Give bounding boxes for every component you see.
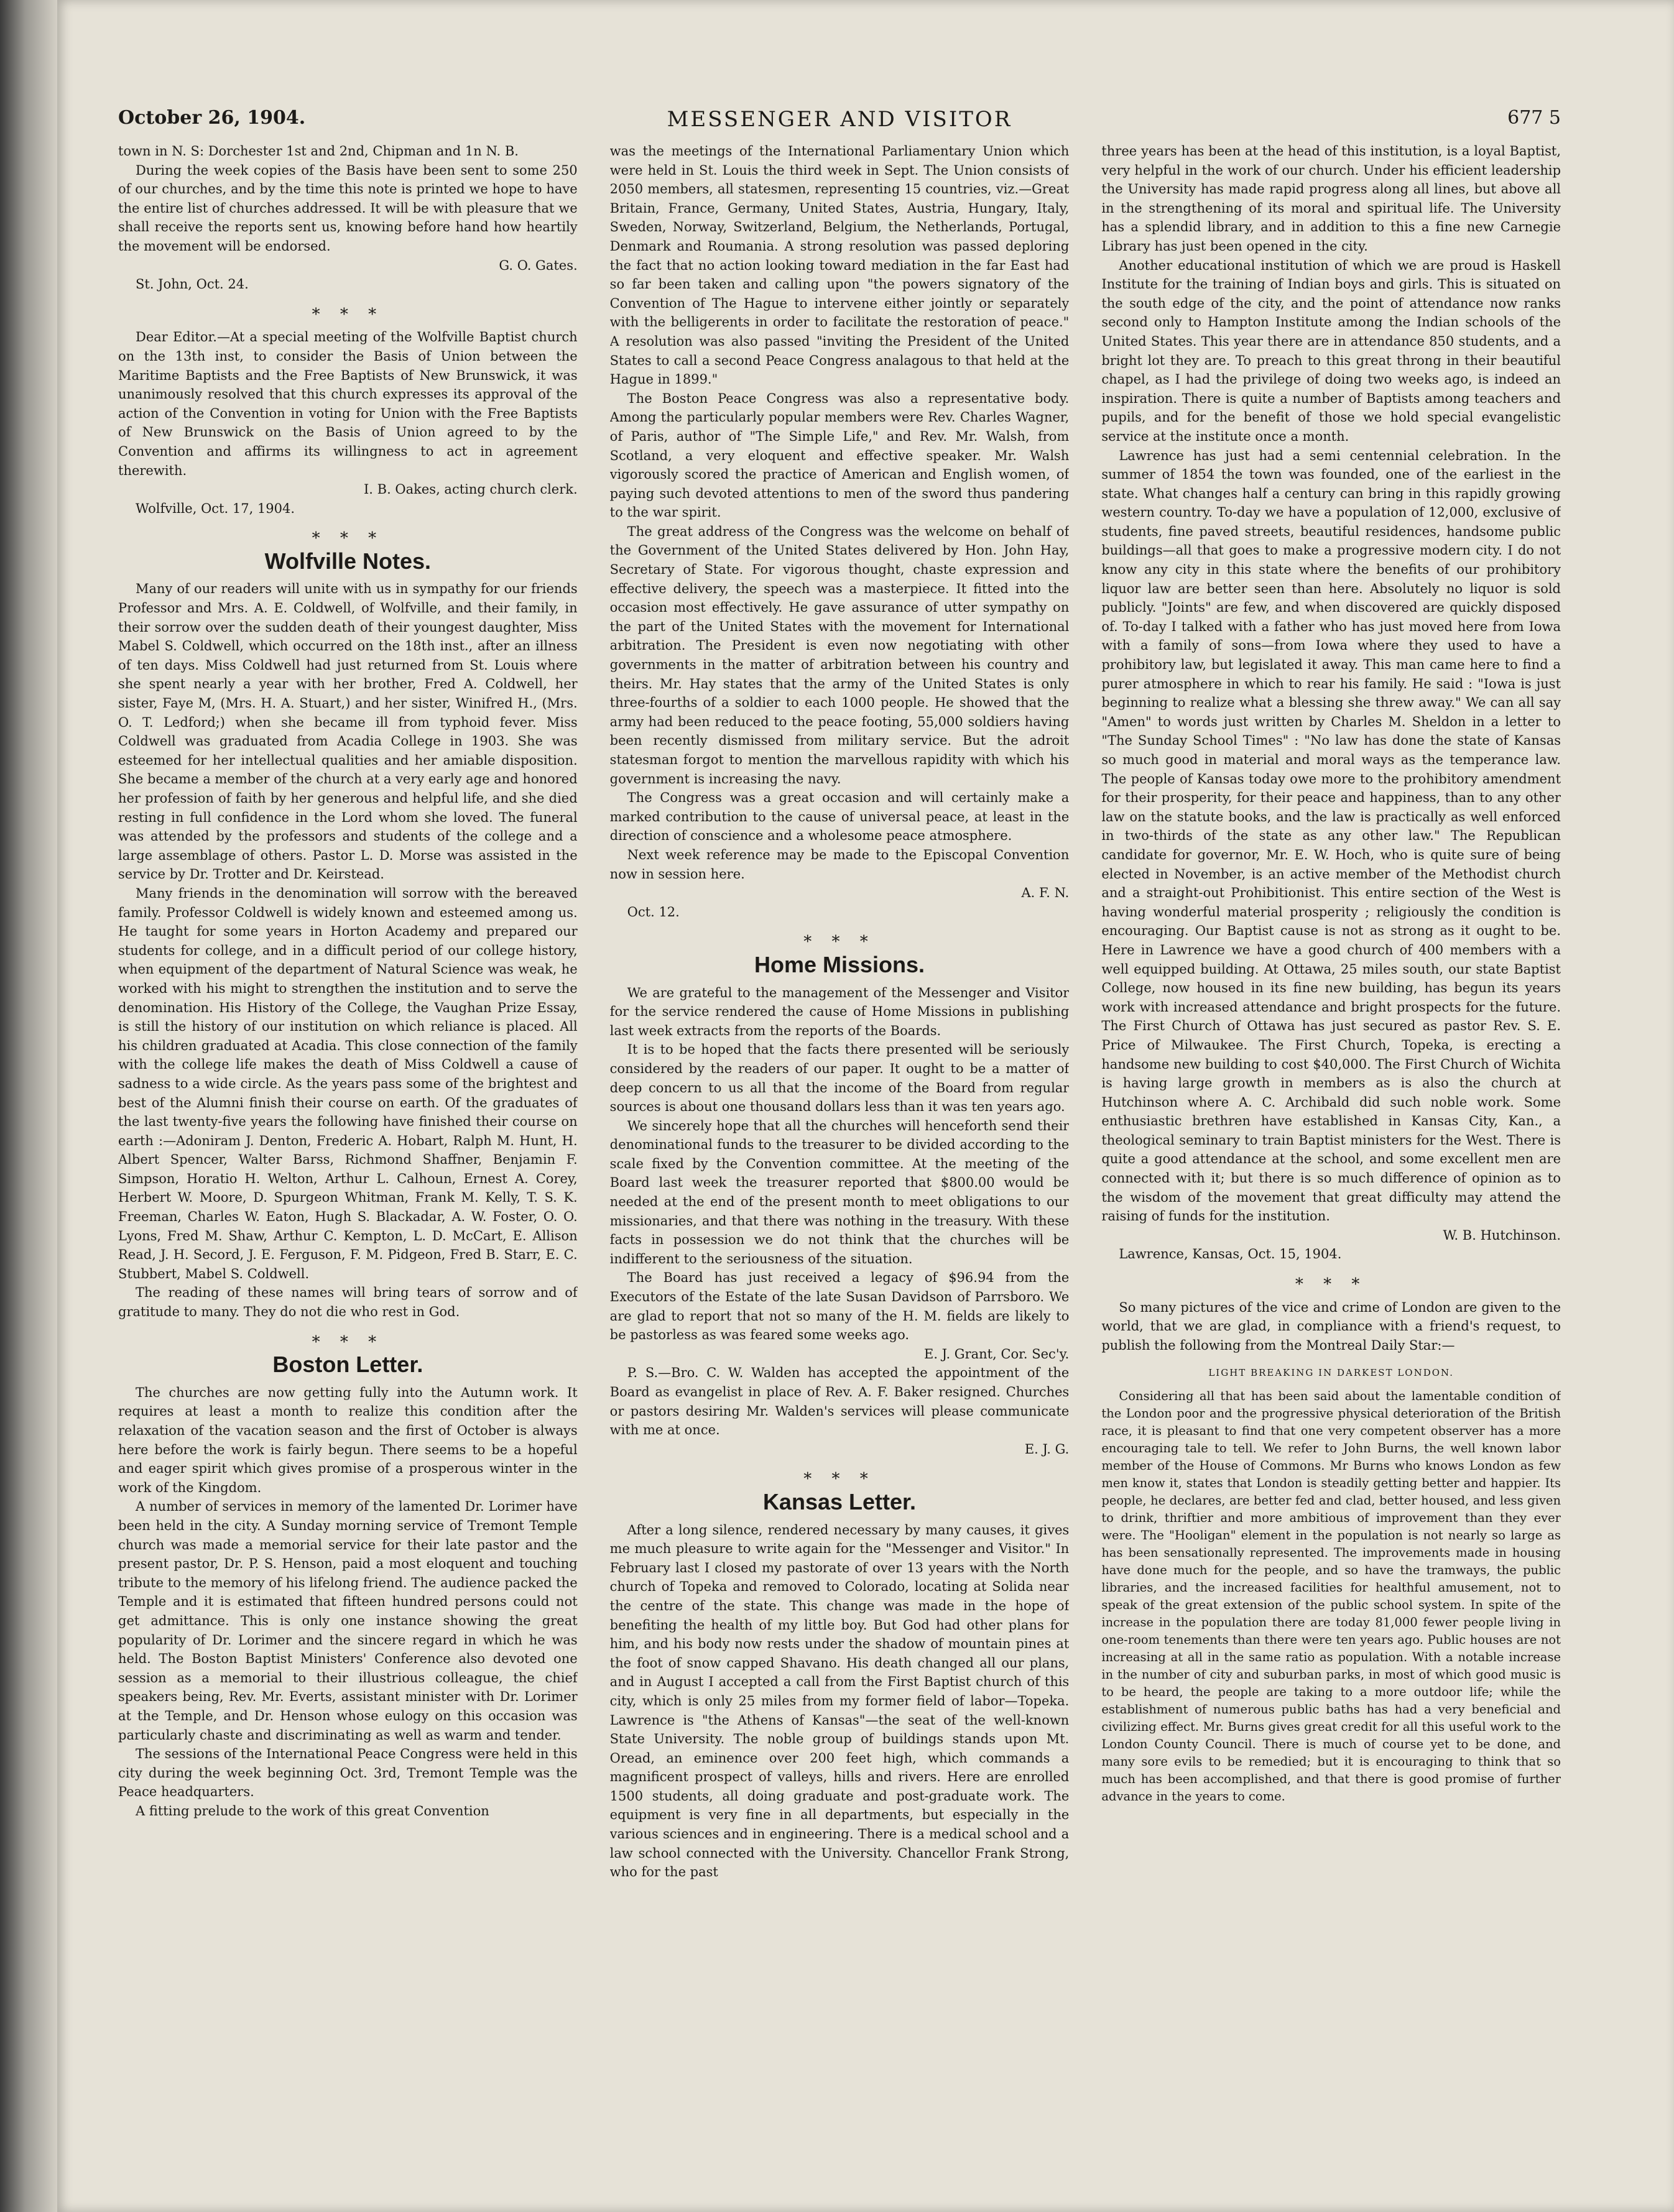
article-subheading: LIGHT BREAKING IN DARKEST LONDON.	[1208, 1367, 1454, 1379]
paragraph: three years has been at the head of this institution, is a loyal Baptist, very helpful in the work of our church. Under his efficient leadership the University has made rapid progress along all lines, but above all in the strengthening of its moral and spiritual life. The University has a splendid library, and in addition to this a fine new Carnegie Library has just been opened in the city.	[1101, 144, 1561, 254]
section-divider: * * *	[312, 305, 384, 324]
article-heading: Kansas Letter.	[762, 1488, 917, 1514]
article-heading: Home Missions.	[754, 951, 925, 977]
paragraph: Another educational institution of which we are proud is Haskell Institute for the training of Indian boys and girls. This is situated on the south edge of the city, and the point of attendance now ranks second only to Hampton Institute among the Indian schools of the United States. This year there are in attendance 850 students, and a bright lot they are. To preach to this great throng in their beautiful chapel, as I had the privilege of doing two weeks ago, is indeed an inspiration. There is quite a number of Baptists among teachers and pupils, and for the benefit of those we hold special evangelistic service at the institute once a month.	[1101, 257, 1561, 444]
paragraph: It is to be hoped that the facts there presented will be seriously considered by the readers of our paper. It ought to be a matter of deep concern to us all that the income of the Board from regular sources is about one thousand dollars less than it was ten years ago.	[609, 1042, 1070, 1115]
signature: I. B. Oakes, acting church clerk.	[363, 482, 578, 497]
paragraph: We are grateful to the management of the Messenger and Visitor for the service rendered the cause of Home Missions in publishing last week extracts from the reports of the Boards.	[609, 985, 1070, 1038]
paragraph: The sessions of the International Peace Congress were held in this city during the week beginning Oct. 3rd, Tremont Temple was the Peace headquarters.	[118, 1746, 578, 1800]
section-divider: * * *	[312, 529, 384, 548]
paragraph: The reading of these names will bring tears of sorrow and of gratitude to many. They do not die who rest in God.	[118, 1285, 578, 1320]
paragraph: P. S.—Bro. C. W. Walden has accepted the appointment of the Board as evangelist in place of Rev. A. F. Baker resigned. Churches or pastors desiring Mr. Walden's services will please communicate with me at once.	[609, 1365, 1070, 1438]
article-columns	[118, 142, 1561, 2193]
section-divider: * * *	[1295, 1275, 1367, 1294]
dateline: Lawrence, Kansas, Oct. 15, 1904.	[1119, 1247, 1342, 1262]
signature: E. J. G.	[1024, 1441, 1070, 1457]
paragraph: Next week reference may be made to the Episcopal Convention now in session here.	[609, 847, 1070, 882]
dateline: St. John, Oct. 24.	[136, 277, 249, 292]
dateline: Wolfville, Oct. 17, 1904.	[136, 500, 295, 516]
section-divider: * * *	[803, 933, 876, 952]
signature: E. J. Grant, Cor. Sec'y.	[923, 1346, 1070, 1362]
paragraph: The Congress was a great occasion and will certainly make a marked contribution to the cause of universal peace, at least in the direction of conscience and a wholesome peace atmosphere.	[609, 790, 1070, 844]
paragraph: The Boston Peace Congress was also a representative body. Among the particularly popular members were Rev. Charles Wagner, of Paris, author of "The Simple Life," and Rev. Mr. Walsh, from Scotland, a very eloquent and effective speaker. Mr. Walsh vigorously scored the practice of American and English women, of paying such devoted attentions to men of the sword thus pandering to the war spirit.	[609, 390, 1070, 520]
paragraph: We sincerely hope that all the churches will henceforth send their denominational funds to the treasurer to be divided according to the scale fixed by the Convention committee. At the meeting of the Board last week the treasurer reported that $800.00 would be needed at the end of the present month to meet obligations to our missionaries, and that there was nothing in the treasury. With these facts in possession we do not think that the churches will be indifferent to the seriousness of the situation.	[609, 1118, 1070, 1266]
signature: G. O. Gates.	[499, 257, 578, 273]
paragraph: The churches are now getting fully into the Autumn work. It requires at least a month to realize this condition after the relaxation of the vacation season and the first of October is always here before the work is fairly begun. There seems to be a hopeful and eager spirit which gives promise of a prosperous winter in the work of the Kingdom.	[118, 1385, 578, 1495]
paragraph: A number of services in memory of the lamented Dr. Lorimer have been held in the city. A Sunday morning service of Tremont Temple church was made a memorial service for their late pastor and the present pastor, Dr. P. S. Henson, paid a most eloquent and touching tribute to the memory of his lifelong friend. The audience packed the Temple and it is estimated that fifteen hundred persons could not get admittance. This is only one instance showing the great popularity of Dr. Lorimer and the sincere regard in which he was held. The Boston Baptist Ministers' Conference also devoted one session as a memorial to their illustrious colleague, the chief speakers being, Rev. Mr. Everts, assistant minister with Dr. Lorimer at the Temple, and Dr. Henson whose eulogy on this occasion was particularly chaste and discriminating as well as warm and tender.	[118, 1499, 578, 1743]
paragraph: After a long silence, rendered necessary by many causes, it gives me much pleasure to write again for the "Messenger and Visitor." In February last I closed my pastorate of over 13 years with the North church of Topeka and removed to Colorado, locating at Solida near the centre of the state. This change was made in the hope of benefiting the health of my little boy. But God had other plans for him, and his body now rests under the shadow of mountain pines at the foot of snow capped Shavano. His death changed all our plans, and in August I accepted a call from the First Baptist church of this city, which is only 25 miles from my former field of labor—Topeka. Lawrence is "the Athens of Kansas"—the seat of the well-known State University. The noble group of buildings stands upon Mt. Oread, an eminence over 200 feet high, which commands a magnificent prospect of valleys, hills and rivers. Here are enrolled 1500 students, all doing graduate and post-graduate work. The equipment is very fine in all departments, but especially in the various sciences and in engineering. There is a medical school and a law school connected with the University. Chancellor Frank Strong, who for the past	[609, 1522, 1070, 1880]
article-heading: Boston Letter.	[272, 1352, 423, 1378]
column-3	[1101, 142, 1561, 2193]
paragraph: Many of our readers will unite with us in sympathy for our friends Professor and Mrs. A. E. Coldwell, of Wolfville, and their family, in their sorrow over the sudden death of their youngest daughter, Miss Mabel S. Coldwell, which occurred on the 18th inst., after an illness of ten days. Miss Coldwell had just returned from St. Louis where she spent nearly a year with her brother, Fred A. Coldwell, her sister, Faye M, (Mrs. H. A. Stuart,) and her sister, Winifred H., (Mrs. O. T. Ledford;) when she became ill from typhoid fever. Miss Coldwell was graduated from Acadia College in 1903. She was esteemed for her intellectual qualities and her amiable disposition. She became a member of the church at a very early age and honored her profession of faith by her generous and helpful life, and she died resting in full confidence in the Lord whom she loved. The funeral was attended by the professors and students of the college and a large assemblage of others. Pastor L. D. Morse was assisted in the service by Dr. Trotter and Dr. Keirstead.	[118, 581, 578, 882]
paragraph: A fitting prelude to the work of this great Convention	[136, 1803, 489, 1818]
paragraph: Considering all that has been said about the lamentable condition of the London poor and the progressive physical deterioration of the British race, it is pleasant to find that one very competent observer has a more encouraging tale to tell. We refer to John Burns, the well known labor member of the House of Commons. Mr Burns who knows London as few men know it, states that London is steadily getting better and happier. Its people, he declares, are better fed and clad, better housed, and less given to drink, thriftier and more ambitious of improvement than they ever were. The "Hooligan" element in the population is not nearly so large as has been sensationally represented. The improvements made in housing have done much for the people, and so have the tramways, the public libraries, and the increased facilities for healthful amusement, not to speak of the great extension of the public school system. In spite of the increase in the population there are today 81,000 fewer people living in one-room tenements than there were ten years ago. Public houses are not increasing at all in the same ratio as population. With a notable increase in the number of city and suburban parks, in most of which good music is to be heard, the people are taking to a more outdoor life; while the establishment of numerous public baths has had a very beneficial and civilizing effect. Mr. Burns gives great credit for all this useful work to the London County Council. There is much of course yet to be done, and many sore evils to be remedied; but it is encouraging to think that so much has been accomplished, and that there is good promise of further advance in the years to come.	[1101, 1389, 1561, 1804]
page-number: 677 5	[1507, 107, 1561, 129]
scan-left-edge	[0, 0, 57, 2212]
section-divider: * * *	[312, 1332, 384, 1352]
masthead: MESSENGER AND VISITOR	[667, 107, 1012, 132]
issue-date: October 26, 1904.	[118, 107, 306, 129]
paragraph: town in N. S: Dorchester 1st and 2nd, Chipman and 1n N. B.	[118, 144, 519, 159]
paragraph: Lawrence has just had a semi centennial celebration. In the summer of 1854 the town was founded, one of the earliest in the state. What changes half a century can bring in this rapidly growing western country. To-day we have a population of 12,000, exclusive of students, fine paved streets, beautiful residences, handsome public buildings—all that goes to make a progressive modern city. I do not know any city in this state where the benefits of our prohibitory liquor law are better seen than here. Absolutely no liquor is sold publicly. "Joints" are few, and when discovered are quickly disposed of. To-day I talked with a father who has just moved here from Iowa with a family of sons—from Iowa where they used to have a prohibitory law, but legislated it away. This man came here to find a purer atmosphere in which to rear his family. He said : "Iowa is just beginning to realize what a blessing she threw away." We can all say "Amen" to words just written by Charles M. Sheldon in a letter to "The Sunday School Times" : "No law has done the state of Kansas so much good in material and moral ways as the temperance law. The people of Kansas today owe more to the prohibitory amendment for their prosperity, for their peace and happiness, than to any other law on the statute books, and the law is practically as well enforced in two-thirds of the state as any other law." The Republican candidate for governor, Mr. E. W. Hoch, who is quite sure of being elected in November, is an active member of the Methodist church and a straight-out Prohibitionist. This entire section of the West is having wonderful material prosperity ; religiously the condition is encouraging. Our Baptist cause is not as strong as it ought to be. Here in Lawrence we have a good church of 400 members with a well equipped building. At Ottawa, 25 miles south, our state Baptist College, now housed in its fine new building, has begun its years work with increased attendance and bright prospects for the future. The First Church of Ottawa has just secured as pastor Rev. S. E. Price of Milwaukee. The First Church, Topeka, is erecting a handsome new building to cost $40,000. The First Church of Wichita is having large growth in members as is also the church at Hutchinson where A. C. Archibald did such noble work. Some enthusiastic brethren have established in Kansas City, Kan., a theological seminary to train Baptist ministers for the West. There is quite a good attendance at the school, and some excellent men are connected with it; but there is so much difference of opinion as to the wisdom of the movement that great difficulty may attend the raising of funds for the institution.	[1101, 448, 1561, 1224]
paragraph: The great address of the Congress was the welcome on behalf of the Government of the United States delivered by Hon. John Hay, Secretary of State. For vigorous thought, chaste expression and effective delivery, the speech was a masterpiece. It fitted into the occasion most effectively. He gave assurance of utter sympathy on the part of the United States with the movement for International arbitration. The President is even now negotiating with other governments in the matter of arbitration between his country and theirs. Mr. Hay states that the army of the United States is only three-fourths of a soldier to each 1000 people. He showed that the army had been reduced to the peace footing, 55,000 soldiers having been recently dismissed from military service. But the adroit statesman forgot to mention the marvellous rapidity with which his government is increasing the navy.	[609, 523, 1070, 786]
signature: W. B. Hutchinson.	[1443, 1227, 1561, 1243]
column-2	[610, 142, 1070, 2193]
page-header	[118, 107, 1561, 144]
dateline: Oct. 12.	[627, 904, 680, 919]
signature: A. F. N.	[1021, 885, 1070, 901]
paragraph: Dear Editor.—At a special meeting of the Wolfville Baptist church on the 13th inst, to consider the Basis of Union between the Maritime Baptists and the Free Baptists of New Brunswick, it was unanimously resolved that this church expresses its approval of the action of the Convention in voting for Union with the Free Baptists of New Brunswick on the Basis of Union agreed to by the Convention and affirms its willingness to act in agreement therewith.	[118, 329, 578, 478]
paragraph: The Board has just received a legacy of $96.94 from the Executors of the Estate of the late Susan Davidson of Parrsboro. We are glad to report that not so many of the H. M. fields are likely to be pastorless as was feared some weeks ago.	[609, 1270, 1070, 1343]
paragraph: Many friends in the denomination will sorrow with the bereaved family. Professor Coldwell is widely known and esteemed among us. He taught for some years in Horton Academy and prepared our students for college, and in a difficult period of our college history, when equipment of the department of Natural Science was weak, he worked with his might to strengthen the institution and to serve the denomination. His History of the College, the Vaughan Prize Essay, is still the history of our institution on which reliance is placed. All his children graduated at Acadia. This close connection of the family with the college life makes the death of Miss Coldwell a cause of sadness to a wide circle. As the years pass some of the brightest and best of the Alumni finish their course on earth. Of the graduates of the last twenty-five years the following have finished their course on earth :—Adoniram J. Denton, Frederic A. Hobart, Ralph M. Hunt, H. Albert Spencer, Walter Barss, Richmond Shaffner, Benjamin F. Simpson, Horatio H. Welton, Arthur L. Calhoun, Ernest A. Corey, Herbert W. Moore, D. Spurgeon Whitman, Frank M. Kelly, T. S. K. Freeman, Charles W. Eaton, Hugh S. Blackadar, A. W. Foster, O. O. Lyons, Fred M. Shaw, Arthur C. Kempton, L. D. McCart, E. Allison Read, J. H. Secord, J. E. Ferguson, F. M. Pidgeon, Fred B. Starr, E. C. Stubbert, Mabel S. Coldwell.	[118, 885, 578, 1281]
section-divider: * * *	[803, 1470, 876, 1489]
paragraph: During the week copies of the Basis have been sent to some 250 of our churches, and by the time this note is printed we hope to have the entire list of churches addressed. It will be with pleasure that we shall receive the reports sent us, knowing before hand how heartily the movement will be endorsed.	[118, 162, 578, 254]
article-heading: Wolfville Notes.	[264, 548, 432, 574]
paragraph: So many pictures of the vice and crime of London are given to the world, that we are glad, in compliance with a friend's request, to publish the following from the Montreal Daily Star:—	[1101, 1299, 1561, 1353]
column-1	[118, 142, 578, 2193]
paragraph: was the meetings of the International Parliamentary Union which were held in St. Louis the third week in Sept. The Union consists of 2050 members, all statesmen, representing 15 countries, viz.—Great Britain, France, Germany, United States, Austria, Hungary, Italy, Sweden, Norway, Switzerland, Belgium, the Netherlands, Portugal, Denmark and Roumania. A strong resolution was passed deploring the fact that no action looking toward mediation in the far East had so far been taken and calling upon "the powers signatory of the Convention of The Hague to intervene either jointly or separately with the belligerents in order to facilitate the restoration of peace." A resolution was also passed "inviting the President of the United States to call a second Peace Congress analagous to that held at the Hague in 1899."	[609, 144, 1070, 387]
